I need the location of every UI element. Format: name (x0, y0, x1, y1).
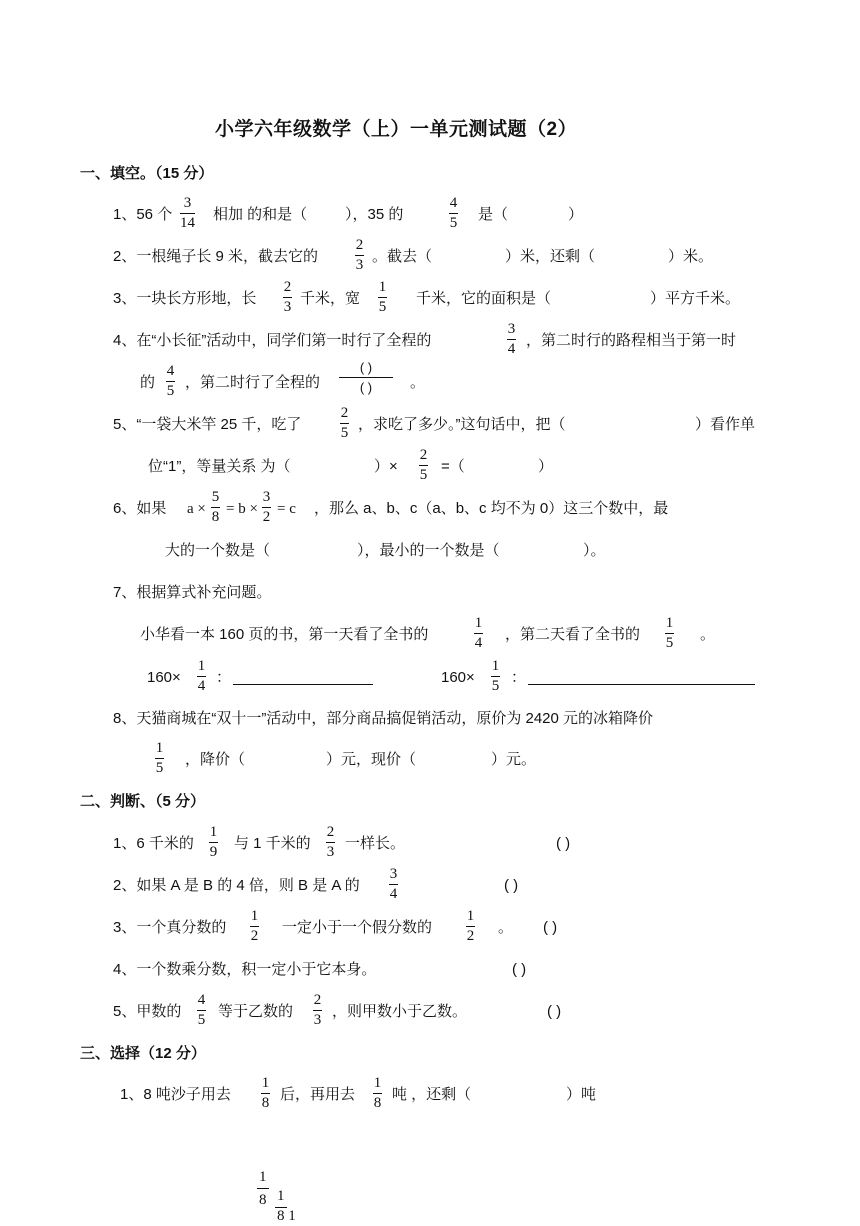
fraction-1-2: 1 2 (250, 908, 259, 944)
q8-text: ）元。 (491, 751, 537, 768)
q1-text: 相加 的和是（ (213, 206, 308, 223)
fragment-numerator: 1 (277, 1188, 285, 1204)
q4-text: ，第二时行的路程相当于第一时 (526, 332, 737, 349)
fraction-4-5: 4 5 (449, 195, 458, 231)
j3-text: 。 (498, 919, 514, 936)
answer-paren[interactable]: ( ) (547, 1003, 562, 1020)
q3-text: ）平方千米。 (650, 290, 741, 307)
answer-paren[interactable]: ( ) (556, 835, 571, 852)
q1-text: ） (568, 206, 584, 223)
q8-text: ，降价（ (185, 751, 246, 768)
fraction-1-2: 1 2 (466, 908, 475, 944)
fraction-2-3: 2 3 (283, 279, 292, 315)
answer-line[interactable] (528, 684, 755, 685)
q7-text: 小华看一本 160 页的书，第一天看了全书的 (140, 626, 429, 643)
q6-math: = c (277, 501, 296, 517)
q4-text: 4、在“小长征”活动中，同学们第一时行了全程的 (113, 332, 432, 349)
q6-text: 6、如果 (113, 500, 167, 517)
j1-text: 1、6 千米的 (113, 835, 194, 852)
q4-text: 的 (140, 374, 156, 391)
q7-text: 。 (700, 626, 716, 643)
fraction-3-4: 3 4 (389, 866, 398, 902)
q2-text: ）米，还剩（ (505, 248, 596, 265)
fraction-3-4: 3 4 (507, 321, 516, 357)
q6-text: ，那么 a、b、c（a、b、c 均不为 0）这三个数中，最 (314, 500, 669, 517)
c1-text: ）吨 (566, 1086, 597, 1103)
q1-text: 1、56 个 (113, 206, 173, 223)
j2-text: 2、如果 A 是 B 的 4 倍，则 B 是 A 的 (113, 877, 360, 894)
q1-text: 是（ (478, 206, 509, 223)
q4-text: 。 (410, 374, 426, 391)
answer-paren[interactable]: ( ) (512, 961, 527, 978)
q7-colon: ： (216, 669, 232, 686)
answer-paren[interactable]: ( ) (504, 877, 519, 894)
q6-text: 大的一个数是（ (165, 542, 271, 559)
q7-text: 7、根据算式补充问题。 (113, 584, 272, 601)
fraction-4-5: 4 5 (197, 992, 206, 1028)
q5-text: ） (538, 458, 554, 475)
section-judge-heading: 二、判断、（5 分） (80, 793, 206, 810)
q6-math: = b × (226, 501, 258, 517)
q8-text: ）元，现价（ (326, 751, 417, 768)
fraction-2-5: 2 5 (340, 405, 349, 441)
fragment-denominator: 8 (259, 1192, 267, 1208)
c1-text: 1、8 吨沙子用去 (120, 1086, 231, 1103)
blank-fraction: ( ) ( ) (339, 359, 393, 396)
q3-text: 千米，宽 (300, 290, 361, 307)
fraction-1-4: 1 4 (474, 615, 483, 651)
j5-text: ，则甲数小于乙数。 (332, 1003, 468, 1020)
q5-text: ，求吃了多少。”这句话中，把（ (358, 416, 566, 433)
q4-text: ，第二时行了全程的 (185, 374, 321, 391)
page-title: 小学六年级数学（上）一单元测试题（2） (215, 119, 578, 140)
q1-text: ），35 的 (345, 206, 404, 223)
q2-text: 2、一根绳子长 9 米，截去它的 (113, 248, 319, 265)
answer-paren[interactable]: ( ) (543, 919, 558, 936)
fraction-2-3: 2 3 (313, 992, 322, 1028)
q5-text: ）看作单 (695, 416, 756, 433)
j5-text: 等于乙数的 (218, 1003, 294, 1020)
fraction-2-3: 2 3 (326, 824, 335, 860)
q6-text: ），最小的一个数是（ (357, 542, 500, 559)
fraction-1-9: 1 9 (209, 824, 218, 860)
fraction-1-5: 1 5 (155, 740, 164, 776)
fraction-3-14: 3 14 (180, 195, 195, 231)
j3-text: 3、一个真分数的 (113, 919, 227, 936)
j1-text: 与 1 千米的 (234, 835, 311, 852)
q5-text: =（ (441, 458, 465, 475)
q5-text: ）× (374, 458, 398, 475)
fraction-1-8: 1 8 (373, 1075, 382, 1111)
fraction-1-5: 1 5 (491, 658, 500, 694)
c1-text: 后，再用去 (280, 1086, 356, 1103)
q5-text: 位“1”，等量关系 为（ (148, 458, 291, 475)
fraction-5-8: 5 8 (211, 489, 220, 525)
q7-colon: ： (511, 669, 527, 686)
fragment-bar (257, 1188, 269, 1189)
fraction-2-5: 2 5 (419, 447, 428, 483)
j4-text: 4、一个数乘分数，积一定小于它本身。 (113, 961, 377, 978)
q3-text: 3、一块长方形地，长 (113, 290, 257, 307)
answer-line[interactable] (233, 684, 373, 685)
section-choice-heading: 三、选择（12 分） (80, 1045, 206, 1062)
fragment-text: 8 1 (277, 1208, 296, 1224)
fraction-1-5: 1 5 (378, 279, 387, 315)
q7-expr: 160× (147, 669, 181, 686)
section-fill-heading: 一、填空。（15 分） (80, 165, 214, 182)
q6-text: ）。 (583, 542, 606, 559)
fraction-1-8: 1 8 (261, 1075, 270, 1111)
j5-text: 5、甲数的 (113, 1003, 182, 1020)
q7-text: ，第二天看了全书的 (505, 626, 641, 643)
fraction-4-5: 4 5 (166, 363, 175, 399)
q5-text: 5、“一袋大米竿 25 千，吃了 (113, 416, 302, 433)
fraction-2-3: 2 3 (355, 237, 364, 273)
fraction-1-5: 1 5 (665, 615, 674, 651)
j1-text: 一样长。 (345, 835, 406, 852)
fragment-numerator: 1 (259, 1169, 267, 1185)
fraction-3-2: 3 2 (262, 489, 271, 525)
j3-text: 一定小于一个假分数的 (282, 919, 433, 936)
q3-text: 千米，它的面积是（ (416, 290, 552, 307)
c1-text: 吨 ，还剩（ (392, 1086, 472, 1103)
q2-text: ）米。 (668, 248, 714, 265)
fraction-1-4: 1 4 (197, 658, 206, 694)
q6-math: a × (187, 501, 206, 517)
q7-expr: 160× (441, 669, 475, 686)
q2-text: 。截去（ (372, 248, 433, 265)
q8-text: 8、天猫商城在“双十一”活动中，部分商品搞促销活动，原价为 2420 元的冰箱降价 (113, 710, 654, 727)
